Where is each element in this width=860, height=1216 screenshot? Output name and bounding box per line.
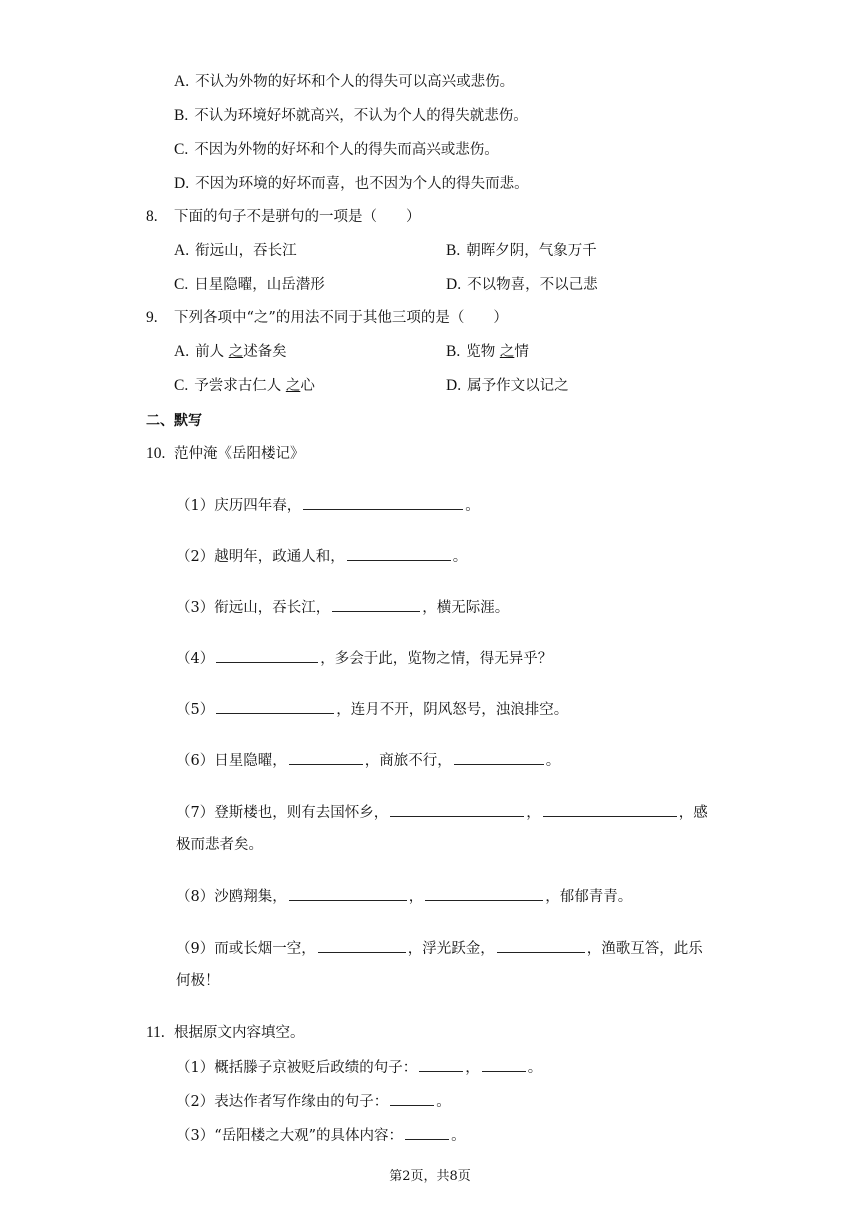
q9-stem: 9. 下列各项中“之”的用法不同于其他三项的是（ ） xyxy=(146,309,508,326)
answer-blank[interactable] xyxy=(216,648,318,663)
answer-blank[interactable] xyxy=(425,886,543,901)
q9-option-c: C. 予尝求古仁人 之心 xyxy=(174,377,315,394)
answer-blank[interactable] xyxy=(390,802,524,817)
answer-blank[interactable] xyxy=(405,1125,449,1140)
q8-option-a: A. 衔远山，吞长江 xyxy=(174,242,297,259)
q8-stem: 8. 下面的句子不是骈句的一项是（ ） xyxy=(146,208,421,225)
answer-blank[interactable] xyxy=(454,750,544,765)
q11-stem: 11. 根据原文内容填空。 xyxy=(146,1024,305,1041)
q7-option-b: B. 不认为环境好坏就高兴，不认为个人的得失就悲伤。 xyxy=(174,107,528,124)
q9-option-a: A. 前人 之述备矣 xyxy=(174,343,287,360)
q11-item-3: （3）“岳阳楼之大观”的具体内容： 。 xyxy=(176,1125,466,1146)
q7-option-d: D. 不因为环境的好坏而喜，也不因为个人的得失而悲。 xyxy=(174,175,529,192)
answer-blank[interactable] xyxy=(543,802,677,817)
q9-option-d: D. 属予作文以记之 xyxy=(446,377,569,394)
q10-item-4: （4） ，多会于此，览物之情，得无异乎？ xyxy=(176,648,552,669)
answer-blank[interactable] xyxy=(390,1091,434,1106)
answer-blank[interactable] xyxy=(347,546,451,561)
answer-blank[interactable] xyxy=(318,938,406,953)
q10-item-8: （8）沙鸥翔集， ， ，郁郁青青。 xyxy=(176,886,632,907)
q10-item-7-cont: 极而悲者矣。 xyxy=(176,837,263,853)
answer-blank[interactable] xyxy=(216,699,334,714)
q10-item-9-cont: 何极！ xyxy=(176,973,220,989)
q10-item-9: （9）而或长烟一空， ，浮光跃金， ，渔歌互答，此乐 xyxy=(176,938,703,959)
q10-item-6: （6）日星隐曜， ，商旅不行， 。 xyxy=(176,750,560,771)
answer-blank[interactable] xyxy=(303,495,463,510)
q11-item-2: （2）表达作者写作缘由的句子： 。 xyxy=(176,1091,451,1112)
q10-item-3: （3）衔远山，吞长江， ，横无际涯。 xyxy=(176,597,509,618)
q8-option-c: C. 日星隐曜，山岳潜形 xyxy=(174,276,325,293)
answer-blank[interactable] xyxy=(289,886,407,901)
page-footer: 第2页，共8页 xyxy=(389,1169,471,1184)
q10-item-7: （7）登斯楼也，则有去国怀乡， ， ，感 xyxy=(176,802,708,823)
q10-item-1: （1）庆历四年春， 。 xyxy=(176,495,480,516)
q7-option-c: C. 不因为外物的好坏和个人的得失而高兴或悲伤。 xyxy=(174,141,499,158)
answer-blank[interactable] xyxy=(419,1057,463,1072)
q11-item-1: （1）概括滕子京被贬后政绩的句子： ， 。 xyxy=(176,1057,542,1078)
answer-blank[interactable] xyxy=(497,938,585,953)
q8-option-b: B. 朝晖夕阴，气象万千 xyxy=(446,242,597,259)
q9-option-b: B. 览物 之情 xyxy=(446,343,529,360)
section-heading: 二、默写 xyxy=(146,413,202,429)
q8-option-d: D. 不以物喜，不以己悲 xyxy=(446,276,598,293)
q10-item-5: （5） ，连月不开，阴风怒号，浊浪排空。 xyxy=(176,699,568,720)
answer-blank[interactable] xyxy=(482,1057,526,1072)
q10-stem: 10. 范仲淹《岳阳楼记》 xyxy=(146,445,305,462)
answer-blank[interactable] xyxy=(332,597,420,612)
answer-blank[interactable] xyxy=(289,750,363,765)
q10-item-2: （2）越明年，政通人和， 。 xyxy=(176,546,467,567)
q7-option-a: A. 不认为外物的好坏和个人的得失可以高兴或悲伤。 xyxy=(174,73,515,90)
